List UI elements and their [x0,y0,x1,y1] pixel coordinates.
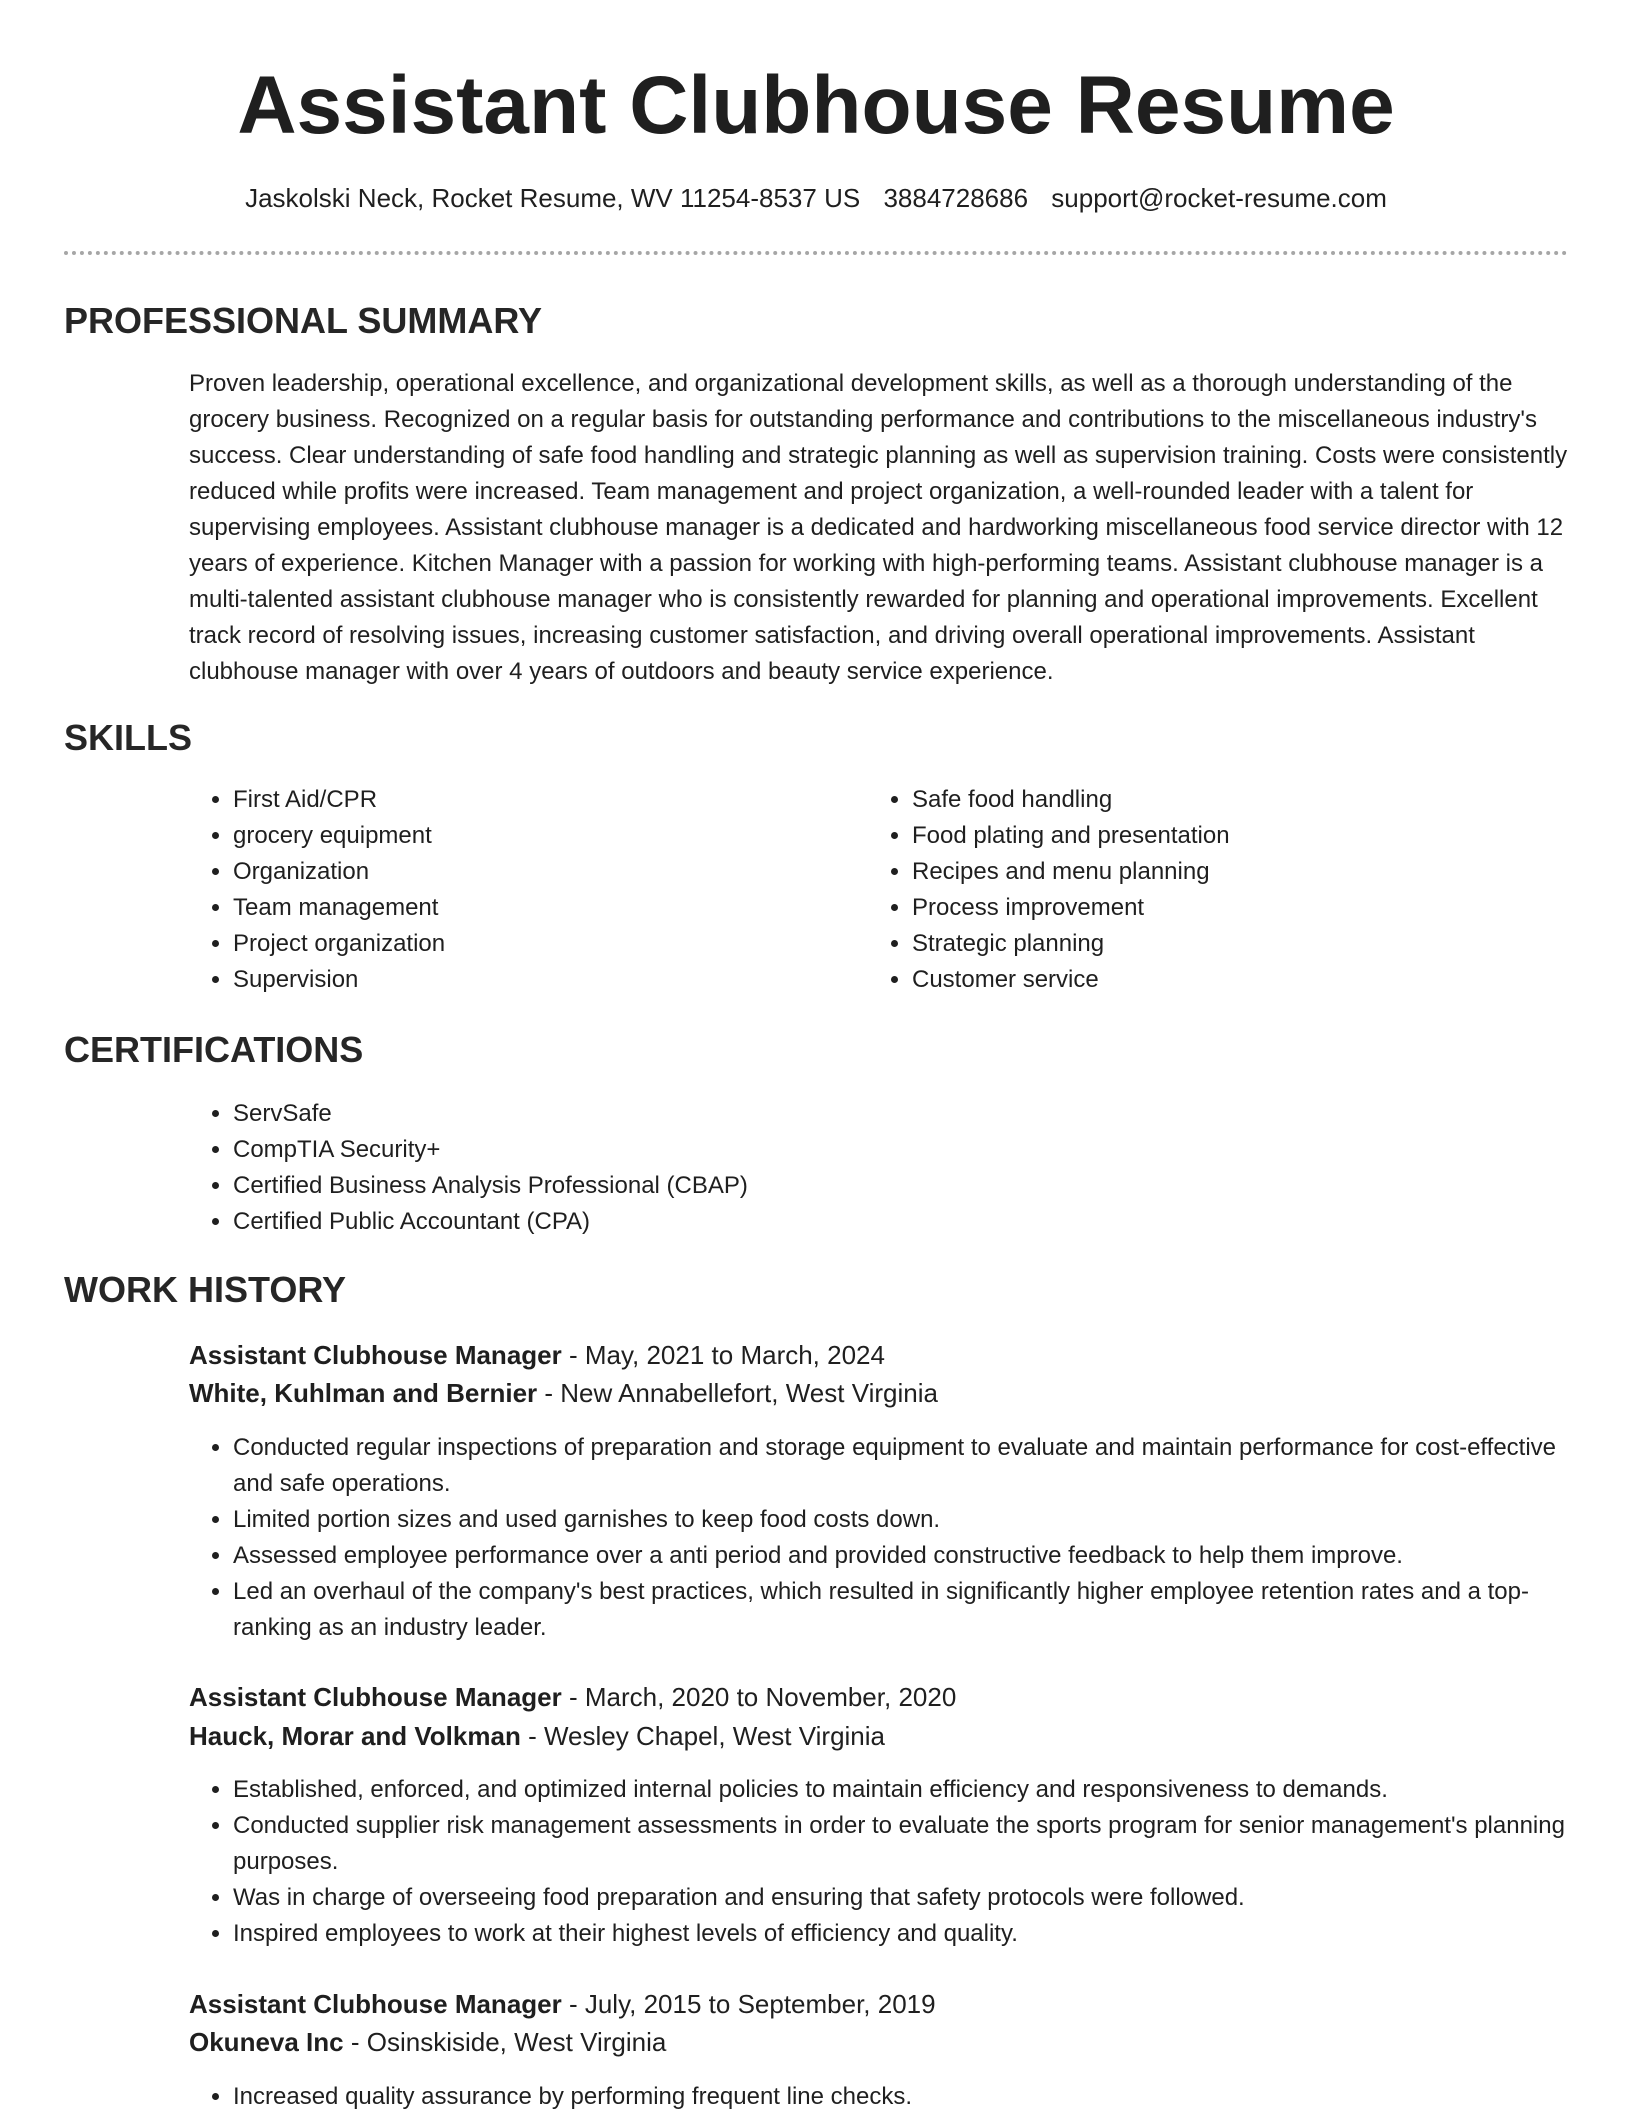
job-bullets [189,1772,1573,1952]
skill-item: • Project organization [233,926,853,962]
skills-heading: SKILLS [64,717,193,758]
job-company: Hauck, Morar and Volkman [189,1721,521,1751]
job-bullets [189,2079,1573,2115]
job-company-line [189,1374,938,1412]
job-bullet: • Established, enforced, and optimized internal policies to maintain efficiency and responsiveness to demands. [233,1772,1573,1808]
job-location: - New Annabellefort, West Virginia [537,1378,938,1408]
job-title: Assistant Clubhouse Manager [189,1989,562,2019]
skill-item: • grocery equipment [233,818,853,854]
skill-item: • Safe food handling [912,782,1532,818]
job-title-line [189,1336,885,1374]
job-bullet: • Led an overhaul of the company's best practices, which resulted in significantly higher employee retention rates and a top-ranking as an industry leader. [233,1574,1573,1646]
job-location: - Osinskiside, West Virginia [343,2027,667,2057]
job-title-line [189,1985,936,2023]
skill-item: • First Aid/CPR [233,782,853,818]
job-bullet: • Was in charge of overseeing food preparation and ensuring that safety protocols were followed. [233,1880,1573,1916]
skill-item: • Strategic planning [912,926,1532,962]
skill-item: • Team management [233,890,853,926]
skill-item: • Customer service [912,962,1532,998]
skill-item: • Recipes and menu planning [912,854,1532,890]
job-company: Okuneva Inc [189,2027,344,2057]
contact-phone: 3884728686 [883,183,1029,213]
certifications-heading: CERTIFICATIONS [64,1029,364,1070]
header-divider [64,251,1568,255]
job-bullet: • Limited portion sizes and used garnishes to keep food costs down. [233,1502,1573,1538]
job-company: White, Kuhlman and Bernier [189,1378,538,1408]
certification-item: • Certified Public Accountant (CPA) [233,1204,1533,1240]
job-dates: - March, 2020 to November, 2020 [561,1682,957,1712]
job-title: Assistant Clubhouse Manager [189,1682,562,1712]
skill-item: • Process improvement [912,890,1532,926]
job-company-line [189,2023,666,2061]
job-bullets [189,1430,1573,1646]
contact-address: Jaskolski Neck, Rocket Resume, WV 11254-8537 US [245,183,861,213]
job-dates: - May, 2021 to March, 2024 [561,1340,885,1370]
resume-title: Assistant Clubhouse Resume [237,60,1395,151]
skill-item: • Food plating and presentation [912,818,1532,854]
job-bullet: • Conducted regular inspections of preparation and storage equipment to evaluate and maintain performance for cost-effective and safe operations. [233,1430,1573,1502]
job-bullet: • Inspired employees to work at their highest levels of efficiency and quality. [233,1916,1573,1952]
certification-item: • Certified Business Analysis Professional (CBAP) [233,1168,1533,1204]
skill-item: • Organization [233,854,853,890]
summary-heading: PROFESSIONAL SUMMARY [64,300,543,341]
job-company-line [189,1717,885,1755]
job-title: Assistant Clubhouse Manager [189,1340,562,1370]
certification-item: • CompTIA Security+ [233,1132,1533,1168]
job-location: - Wesley Chapel, West Virginia [520,1721,885,1751]
summary-text: Proven leadership, operational excellence, and organizational development skills, as well as a thorough understanding of the grocery business. Recognized on a regular basis for outstanding performance and contributions to the miscellaneous industry's success. Clear understanding of safe food handling and strategic planning as well as supervision training. Costs were consistently reduced while profits were increased. Team management and project organization, a well-rounded leader with a talent for supervising employees. Assistant clubhouse manager is a dedicated and hardworking miscellaneous food service director with 12 years of experience. Kitchen Manager with a passion for working with high-performing teams. Assistant clubhouse manager is a multi-talented assistant clubhouse manager who is consistently rewarded for planning and operational improvements. Excellent track record of resolving issues, increasing customer satisfaction, and driving overall operational improvements. Assistant clubhouse manager with over 4 years of outdoors and beauty service experience. [189,370,1568,685]
job-title-line [189,1678,956,1716]
contact-line [0,180,1632,216]
certification-item: • ServSafe [233,1096,1533,1132]
skills-list-left [189,782,853,998]
job-bullet: • Conducted supplier risk management assessments in order to evaluate the sports program for senior management's planning purposes. [233,1808,1573,1880]
job-bullet: • Increased quality assurance by performing frequent line checks. [233,2079,1573,2115]
work-history-heading: WORK HISTORY [64,1269,347,1310]
contact-email: support@rocket-resume.com [1051,183,1387,213]
job-bullet: • Assessed employee performance over a anti period and provided constructive feedback to help them improve. [233,1538,1573,1574]
job-dates: - July, 2015 to September, 2019 [561,1989,936,2019]
skill-item: • Supervision [233,962,853,998]
certifications-list [189,1096,1533,1240]
skills-list-right [868,782,1532,998]
